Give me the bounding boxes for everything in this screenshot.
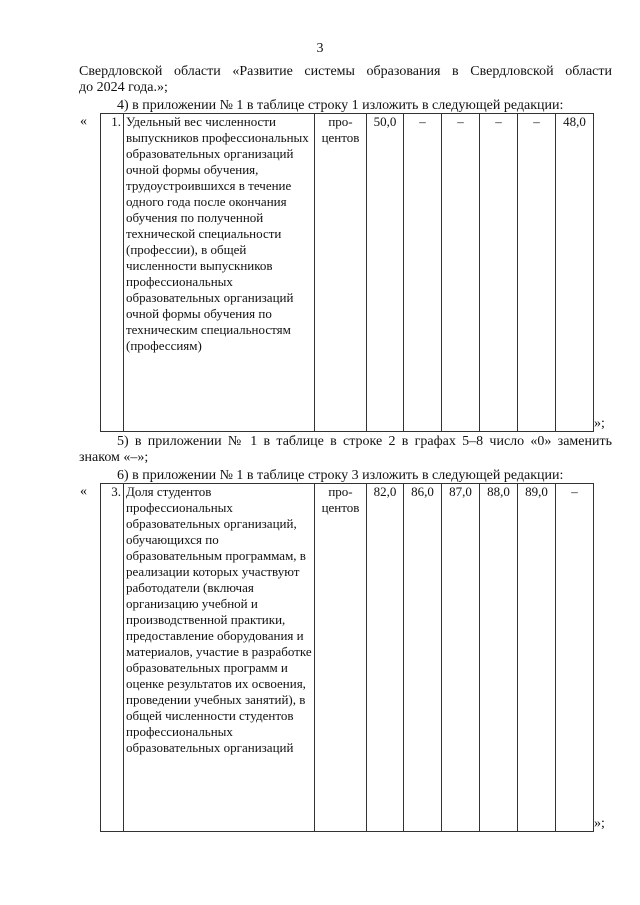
value-cell: – xyxy=(480,114,518,432)
table-row-3 xyxy=(100,483,594,832)
indicator-name: Удельный вес численности выпускников профессиональных образовательных организаций очной формы обучения, трудоустроившихся в течение одного года после окончания обучения по полученной технической специальности (профессии), в общей численности выпускников профессиональных образовательных организаций очной формы обучения по техническим специальностям (профессиям) xyxy=(124,114,315,432)
intro-line-2: до 2024 года.»; xyxy=(79,80,168,95)
unit-cell: про-центов xyxy=(315,484,367,832)
table3-close-quote: »; xyxy=(594,816,605,831)
value-cell: – xyxy=(518,114,556,432)
item-4-text: 4) в приложении № 1 в таблице строку 1 изложить в следующей редакции: xyxy=(117,98,564,113)
intro-line-1: Свердловской области «Развитие системы образования в Свердловской области xyxy=(79,64,612,79)
unit-cell: про-центов xyxy=(315,114,367,432)
table-row-1 xyxy=(100,113,594,432)
table3-open-quote: « xyxy=(80,484,87,499)
row-number: 1. xyxy=(101,114,124,432)
indicator-name: Доля студентов профессиональных образовательных организаций, обучающихся по образовательным программам, в реализации которых участвуют работодатели (включая организацию учебной и производственной практики, предоставление оборудования и материалов, участие в разработке образовательных программ и оценке результатов их освоения, проведении учебных занятий), в общей численности студентов профессиональных образовательных организаций xyxy=(124,484,315,832)
item-6-text: 6) в приложении № 1 в таблице строку 3 изложить в следующей редакции: xyxy=(117,468,564,483)
item-5-line-2: знаком «–»; xyxy=(79,450,149,465)
value-cell: – xyxy=(442,114,480,432)
value-cell: 88,0 xyxy=(480,484,518,832)
value-cell: 48,0 xyxy=(556,114,594,432)
value-cell: 86,0 xyxy=(404,484,442,832)
value-cell: – xyxy=(404,114,442,432)
value-cell: 89,0 xyxy=(518,484,556,832)
table1-close-quote: »; xyxy=(594,416,605,431)
value-cell: 50,0 xyxy=(367,114,404,432)
page-number: 3 xyxy=(316,41,324,56)
table1-open-quote: « xyxy=(80,114,87,129)
row-number: 3. xyxy=(101,484,124,832)
value-cell: 87,0 xyxy=(442,484,480,832)
item-5-line-1: 5) в приложении № 1 в таблице в строке 2 в графах 5–8 число «0» заменить xyxy=(117,434,612,449)
value-cell: 82,0 xyxy=(367,484,404,832)
value-cell: – xyxy=(556,484,594,832)
